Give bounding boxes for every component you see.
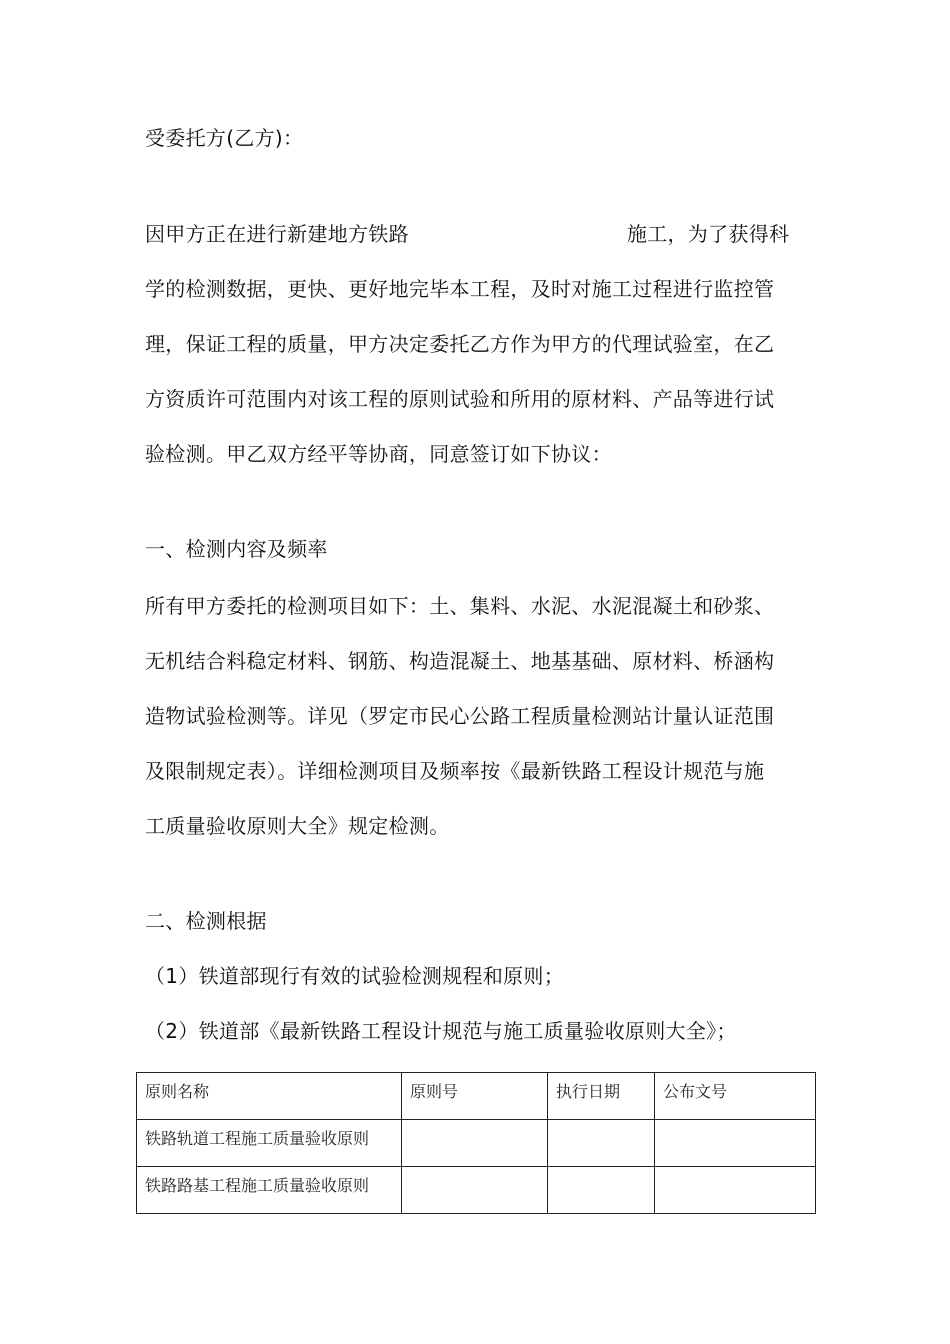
section1-line-5: 工质量验收原则大全》规定检测。 bbox=[145, 814, 450, 838]
intro-line-3: 理，保证工程的质量，甲方决定委托乙方作为甲方的代理试验室，在乙 bbox=[145, 332, 775, 356]
section1-line-3: 造物试验检测等。详见（罗定市民心公路工程质量检测站计量认证范围 bbox=[145, 704, 775, 728]
intro-line-5: 验检测。甲乙双方经平等协商，同意签订如下协议： bbox=[145, 442, 612, 466]
table-cell bbox=[402, 1167, 548, 1214]
table-cell bbox=[655, 1167, 816, 1214]
table-row bbox=[137, 1167, 816, 1214]
section1-line-1: 所有甲方委托的检测项目如下：土、集料、水泥、水泥混凝土和砂浆、 bbox=[145, 594, 775, 618]
table-cell bbox=[548, 1167, 655, 1214]
section1-line-4: 及限制规定表）。详细检测项目及频率按《最新铁路工程设计规范与施 bbox=[145, 759, 765, 783]
table-cell bbox=[655, 1120, 816, 1167]
table-header-cell: 公布文号 bbox=[655, 1073, 816, 1120]
table-cell: 铁路路基工程施工质量验收原则 bbox=[137, 1167, 402, 1214]
party-b-label: 受委托方(乙方)： bbox=[145, 126, 304, 150]
section1-heading: 一、检测内容及频率 bbox=[145, 537, 328, 561]
section2-item-1: （1）铁道部现行有效的试验检测规程和原则； bbox=[145, 964, 565, 988]
table-cell bbox=[402, 1120, 548, 1167]
table-row bbox=[137, 1120, 816, 1167]
table-header-row bbox=[137, 1073, 816, 1120]
intro-line-2: 学的检测数据，更快、更好地完毕本工程，及时对施工过程进行监控管 bbox=[145, 277, 775, 301]
standards-table bbox=[136, 1072, 816, 1214]
intro-line-4: 方资质许可范围内对该工程的原则试验和所用的原材料、产品等进行试 bbox=[145, 387, 775, 411]
table-cell bbox=[548, 1120, 655, 1167]
intro-line-1b: 施工，为了获得科 bbox=[626, 222, 790, 246]
section1-line-2: 无机结合料稳定材料、钢筋、构造混凝土、地基基础、原材料、桥涵构 bbox=[145, 649, 775, 673]
table-header-cell: 原则号 bbox=[402, 1073, 548, 1120]
section2-item-2: （2）铁道部《最新铁路工程设计规范与施工质量验收原则大全》； bbox=[145, 1019, 737, 1043]
table-header-cell: 执行日期 bbox=[548, 1073, 655, 1120]
intro-line-1 bbox=[145, 222, 789, 246]
intro-line-1a: 因甲方正在进行新建地方铁路 bbox=[145, 222, 409, 246]
section2-heading: 二、检测根据 bbox=[145, 909, 267, 933]
table-header-cell: 原则名称 bbox=[137, 1073, 402, 1120]
table-cell: 铁路轨道工程施工质量验收原则 bbox=[137, 1120, 402, 1167]
